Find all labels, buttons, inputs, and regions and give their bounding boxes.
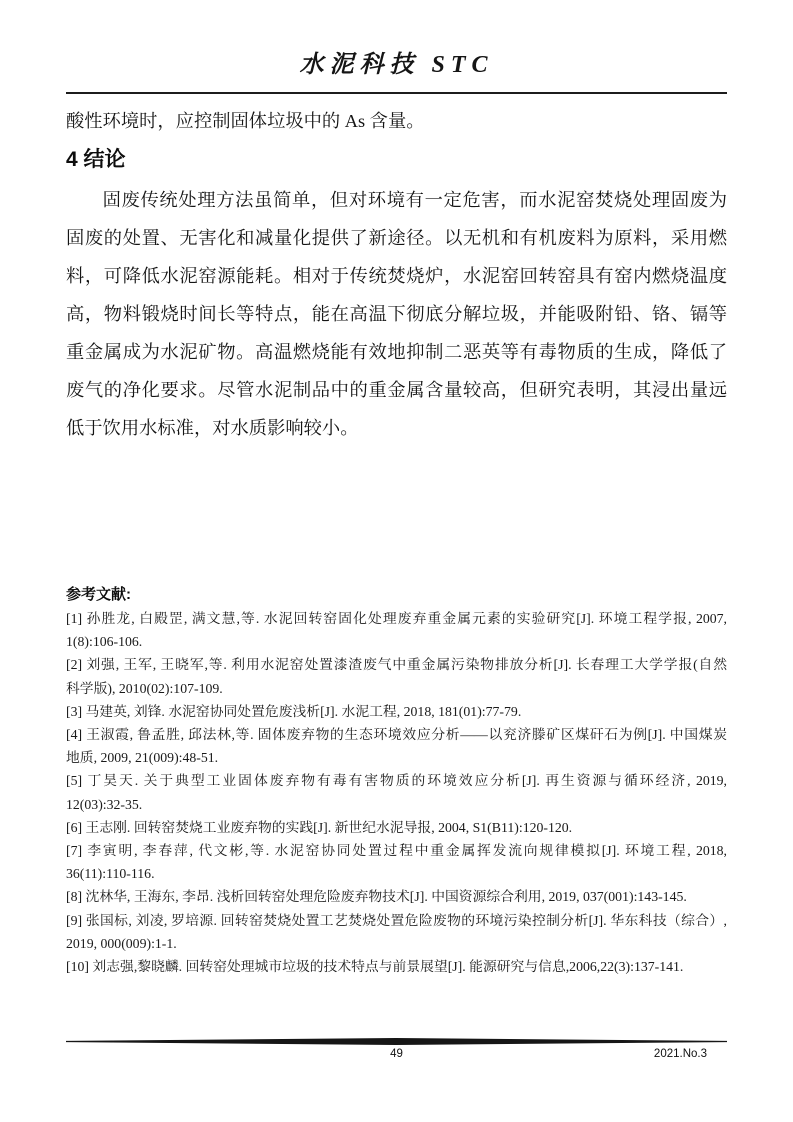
reference-item xyxy=(66,909,727,955)
reference-line: [10] 刘志强,黎晓麟. 回转窑处理城市垃圾的技术特点与前景展望[J]. 能源研究与信息,2006,22(3):137-141. xyxy=(66,959,684,975)
footer-row xyxy=(66,1047,727,1061)
reference-line: [2] 刘强, 王军, 王晓军,等. 利用水泥窑处置漆渣废气中重金属污染物排放分析[J]. 长春理工大学学报(自然 xyxy=(66,657,727,673)
reference-line: [9] 张国标, 刘凌, 罗培源. 回转窑焚烧处置工艺焚烧处置危险废物的环境污染控制分析[J]. 华东科技（综合）, xyxy=(66,912,727,928)
conclusion-line: 固废传统处理方法虽简单，但对环境有一定危害，而水泥窑焚烧处理固废为 xyxy=(102,190,727,210)
header-rule xyxy=(66,92,727,94)
conclusion-line: 高，物料锻烧时间长等特点，能在高温下彻底分解垃圾，并能吸附铅、铬、镉等 xyxy=(66,304,727,324)
references-heading: 参考文献: xyxy=(66,586,131,603)
conclusion-line: 料，可降低水泥窑源能耗。相对于传统焚烧炉，水泥窑回转窑具有窑内燃烧温度 xyxy=(66,266,727,286)
reference-item xyxy=(66,700,727,723)
conclusion-line: 固废的处置、无害化和减量化提供了新途径。以无机和有机废料为原料，采用燃 xyxy=(66,228,727,248)
reference-line: [7] 李寅明, 李春萍, 代文彬,等. 水泥窑协同处置过程中重金属挥发流向规律模拟[J]. 环境工程, 2018, xyxy=(66,843,727,859)
reference-item xyxy=(66,607,727,653)
references-section xyxy=(66,585,727,978)
reference-item xyxy=(66,955,727,978)
page-header xyxy=(66,50,727,94)
journal-title: 水泥科技 STC xyxy=(299,52,494,78)
page-footer xyxy=(66,1038,727,1061)
reference-item xyxy=(66,723,727,769)
conclusion-paragraph xyxy=(66,181,727,447)
reference-line: [3] 马建英, 刘锋. 水泥窑协同处置危废浅析[J]. 水泥工程, 2018, 181(01):77-79. xyxy=(66,703,522,719)
issue-label: 2021.No.3 xyxy=(653,1048,707,1060)
conclusion-line: 低于饮用水标准，对水质影响较小。 xyxy=(66,418,359,438)
reference-line: 1(8):106-106. xyxy=(66,634,143,650)
reference-line: 36(11):110-116. xyxy=(66,866,155,882)
reference-line: 地质, 2009, 21(009):48-51. xyxy=(66,750,219,766)
reference-item xyxy=(66,816,727,839)
reference-item xyxy=(66,769,727,815)
reference-line: 12(03):32-35. xyxy=(66,796,143,812)
references-list xyxy=(66,607,727,978)
reference-line: [4] 王淑霞, 鲁孟胜, 邱法林,等. 固体废弃物的生态环境效应分析——以兖济滕矿区煤矸石为例[J]. 中国煤炭 xyxy=(66,727,727,743)
reference-line: [5] 丁昊天. 关于典型工业固体废弃物有毒有害物质的环境效应分析[J]. 再生资源与循环经济, 2019, xyxy=(66,773,727,789)
reference-item xyxy=(66,839,727,885)
reference-line: 2019, 000(009):1-1. xyxy=(66,935,177,951)
reference-line: [1] 孙胜龙, 白殿罡, 满文慧,等. 水泥回转窑固化处理废弃重金属元素的实验研究[J]. 环境工程学报, 2007, xyxy=(66,611,727,626)
footer-rule xyxy=(66,1038,727,1045)
conclusion-line: 重金属成为水泥矿物。高温燃烧能有效地抑制二恶英等有毒物质的生成，降低了 xyxy=(66,342,727,362)
reference-item xyxy=(66,653,727,699)
section-heading: 4 结论 xyxy=(66,148,126,171)
reference-line: [8] 沈林华, 王海东, 李昂. 浅析回转窑处理危险废弃物技术[J]. 中国资源综合利用, 2019, 037(001):143-145. xyxy=(66,889,687,905)
page-number: 49 xyxy=(390,1048,403,1060)
reference-item xyxy=(66,885,727,908)
reference-line: [6] 王志刚. 回转窑焚烧工业废弃物的实践[J]. 新世纪水泥导报, 2004, S1(B11):120-120. xyxy=(66,819,573,835)
conclusion-line: 废气的净化要求。尽管水泥制品中的重金属含量较高，但研究表明，其浸出量远 xyxy=(66,380,727,400)
paragraph-continuation: 酸性环境时，应控制固体垃圾中的 As 含量。 xyxy=(66,111,425,131)
reference-line: 科学版), 2010(02):107-109. xyxy=(66,680,223,696)
